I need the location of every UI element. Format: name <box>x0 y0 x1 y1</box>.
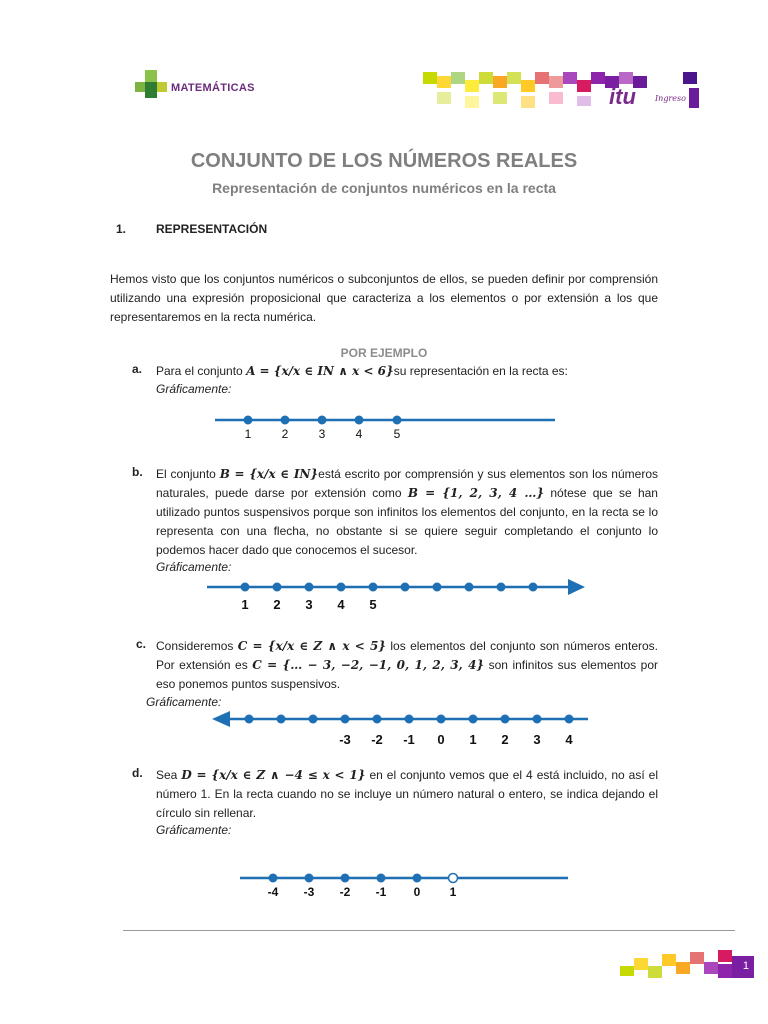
line-c-marks-extra-point <box>309 715 318 724</box>
line-c-marks-tick-label: -3 <box>339 732 351 747</box>
line-d-marks-point--3 <box>305 874 314 883</box>
footer-divider <box>123 930 735 931</box>
section-title: REPRESENTACIÓN <box>156 222 268 236</box>
line-a-marks-point-1 <box>244 416 253 425</box>
item-a-set: A = {x/x ∈ IN ∧ x < 6} <box>246 364 394 378</box>
line-a-marks-point-3 <box>318 416 327 425</box>
line-a-marks-tick-label: 2 <box>281 427 289 441</box>
number-line-b <box>205 575 590 615</box>
line-c-marks-point--1 <box>405 715 414 724</box>
item-b-set: B = {x/x ∈ IN} <box>219 467 319 481</box>
item-b-mid: está escrito por comprensión y sus elementos son los números naturales, puede darse por extensión como <box>156 467 658 500</box>
line-b-marks-extra-point <box>497 583 506 592</box>
line-d-marks-tick-label: 0 <box>413 885 421 899</box>
line-d-marks-point--1 <box>377 874 386 883</box>
line-b-marks-extra-point <box>529 583 538 592</box>
number-line-c <box>210 708 595 750</box>
item-d-post: en el conjunto vemos que el 4 está incluido, no así el número 1. En la recta cuando no se incluye un número natural o entero, se indica dejando el círculo sin rellenar. <box>156 768 658 820</box>
line-c-marks-point--2 <box>373 715 382 724</box>
item-b-graph-label: Gráficamente: <box>156 560 232 574</box>
line-c-marks-tick-label: -1 <box>403 732 415 747</box>
line-c-marks-tick-label: 3 <box>533 732 541 747</box>
line-b-marks-point-3 <box>305 583 314 592</box>
line-d-marks-tick-label: -4 <box>267 885 279 899</box>
line-a-marks-tick-label: 3 <box>318 427 326 441</box>
itu-logo-sub: Ingreso <box>655 94 686 103</box>
brand-logo <box>135 70 255 105</box>
item-c-set2: C = {… − 3, −2, −1, 0, 1, 2, 3, 4} <box>252 658 485 672</box>
line-c-marks-extra-point <box>245 715 254 724</box>
line-c-marks-point--3 <box>341 715 350 724</box>
page-subtitle: Representación de conjuntos numéricos en la recta <box>212 180 556 196</box>
line-c-marks-tick-label: 2 <box>501 732 509 747</box>
arrow-left-icon <box>212 711 230 727</box>
line-c-marks-tick-label: 0 <box>437 732 445 747</box>
item-b-post: nótese que se han utilizado puntos suspensivos porque son infinitos los elementos del conjunto, en la recta se lo representa con una flecha, no obstante si se quiere seguir completando el conjunto lo podemos hacer dado que conocemos el sucesor. <box>156 486 658 557</box>
item-d-text <box>156 766 658 823</box>
item-a-graph-label: Gráficamente: <box>156 382 232 396</box>
item-c-mid: los elementos del conjunto son números enteros. Por extensión es <box>156 639 658 672</box>
example-heading: POR EJEMPLO <box>340 346 428 360</box>
item-a-post: su representación en la recta es: <box>393 364 568 378</box>
item-c-set: C = {x/x ∈ Z ∧ x < 5} <box>237 639 387 653</box>
item-d-pre: Sea <box>156 768 182 782</box>
line-c-marks-tick-label: 4 <box>565 732 573 747</box>
line-b-marks-point-1 <box>241 583 250 592</box>
line-b-marks-tick-label: 3 <box>305 597 313 612</box>
line-c-marks-tick-label: -2 <box>371 732 383 747</box>
line-b-marks-tick-label: 1 <box>241 597 249 612</box>
intro-paragraph: Hemos visto que los conjuntos numéricos o subconjuntos de ellos, se pueden definir por comprensión utilizando una expresión proposicional que caracteriza a los elementos o por extensión a los que representaremos en la recta numérica. <box>110 272 658 324</box>
item-c-post: son infinitos sus elementos por eso ponemos puntos suspensivos. <box>156 658 659 691</box>
line-a-marks-point-2 <box>281 416 290 425</box>
item-a-pre: Para el conjunto <box>156 364 247 378</box>
itu-logo-text: itu <box>609 84 636 109</box>
item-c-letter: c. <box>136 637 147 651</box>
line-d-marks-tick-label: -1 <box>375 885 387 899</box>
item-c-graph-label: Gráficamente: <box>146 695 222 709</box>
item-a-text <box>156 362 656 381</box>
number-line-d <box>235 866 575 906</box>
line-a-marks-point-5 <box>393 416 402 425</box>
line-d-marks-point--2 <box>341 874 350 883</box>
number-line-a <box>205 405 565 445</box>
line-b-marks-extra-point <box>465 583 474 592</box>
line-b-marks-point-2 <box>273 583 282 592</box>
line-b-marks-point-5 <box>369 583 378 592</box>
line-d-marks-point-0 <box>413 874 422 883</box>
item-d-set: D = {x/x ∈ Z ∧ −4 ≤ x < 1} <box>181 768 366 782</box>
line-d-marks-point-1 <box>449 874 458 883</box>
footer-decoration <box>620 948 755 982</box>
line-b-marks-extra-point <box>401 583 410 592</box>
item-d-letter: d. <box>132 766 143 780</box>
item-d-graph-label: Gráficamente: <box>156 823 232 837</box>
section-number: 1. <box>116 222 127 236</box>
line-c-marks-point-3 <box>533 715 542 724</box>
item-b-set2: B = {1, 2, 3, 4 …} <box>407 486 545 500</box>
line-c-marks-extra-point <box>277 715 286 724</box>
item-b-letter: b. <box>132 465 143 479</box>
line-c-marks-point-2 <box>501 715 510 724</box>
line-d-marks-tick-label: -2 <box>339 885 351 899</box>
line-b-marks-tick-label: 2 <box>273 597 281 612</box>
line-c-marks-point-0 <box>437 715 446 724</box>
line-d-marks-tick-label: -3 <box>303 885 315 899</box>
line-b-marks-extra-point <box>433 583 442 592</box>
footer-mosaic-icon <box>620 948 755 982</box>
line-d-marks-point--4 <box>269 874 278 883</box>
line-c-marks-point-1 <box>469 715 478 724</box>
itu-logo <box>423 70 703 122</box>
page-title: CONJUNTO DE LOS NÚMEROS REALES <box>190 150 578 172</box>
item-c-pre: Consideremos <box>156 639 238 653</box>
line-a-marks-tick-label: 5 <box>393 427 401 441</box>
brand-mark-icon <box>135 70 169 100</box>
brand-text: MATEMÁTICAS <box>171 82 255 94</box>
item-b-text <box>156 465 658 560</box>
page-number: 1 <box>742 960 749 972</box>
item-b-pre: El conjunto <box>156 467 220 481</box>
line-b-marks-tick-label: 4 <box>337 597 345 612</box>
item-a-letter: a. <box>132 362 143 376</box>
line-c-marks-tick-label: 1 <box>469 732 477 747</box>
line-a-marks-tick-label: 4 <box>355 427 363 441</box>
line-d-marks-tick-label: 1 <box>449 885 457 899</box>
line-b-marks-point-4 <box>337 583 346 592</box>
line-a-marks-point-4 <box>355 416 364 425</box>
arrow-right-icon <box>568 579 585 595</box>
line-b-marks-tick-label: 5 <box>369 597 377 612</box>
item-c-text <box>156 637 658 694</box>
line-c-marks-point-4 <box>565 715 574 724</box>
line-a-marks-tick-label: 1 <box>244 427 252 441</box>
